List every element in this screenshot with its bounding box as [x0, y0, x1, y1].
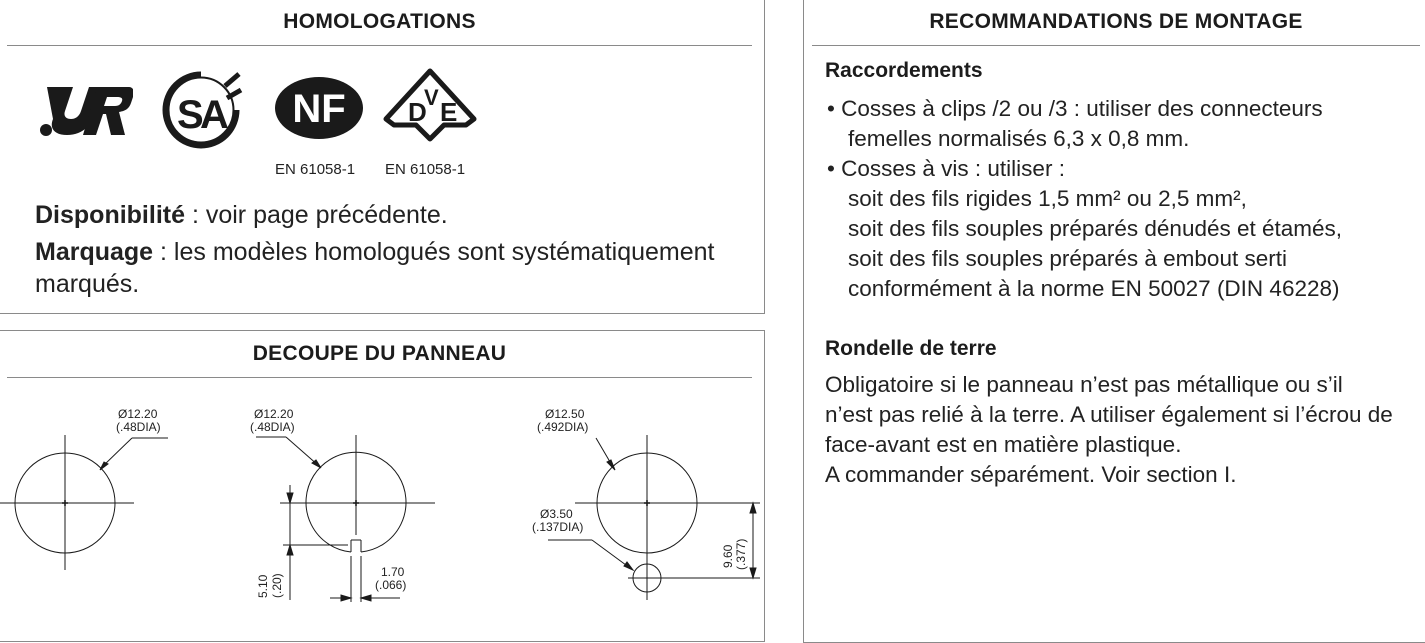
d2-w-label: 1.70 — [381, 565, 405, 579]
svg-text:V: V — [424, 85, 439, 110]
d3-hole-label: Ø3.50 — [540, 507, 573, 521]
disponibilite-line — [35, 199, 448, 231]
d3-h-label: 9.60 — [721, 544, 735, 568]
ur-recognized-logo-icon — [37, 81, 133, 139]
d2-dia-in-label: (.48DIA) — [250, 420, 295, 434]
vde-standard: EN 61058-1 — [385, 161, 466, 178]
rondelle-heading: Rondelle de terre — [825, 337, 997, 360]
nf-logo-icon — [274, 76, 364, 140]
vde-logo-icon — [382, 67, 478, 143]
disponibilite-text: : voir page précédente. — [185, 201, 448, 229]
svg-text:S: S — [177, 93, 204, 137]
marquage-line-2: marqués. — [35, 270, 140, 298]
raccordements-line-7: conformément à la norme EN 50027 (DIN 46228) — [848, 276, 1340, 301]
svg-text:E: E — [440, 97, 458, 127]
raccordements-line-2: femelles normalisés 6,3 x 0,8 mm. — [848, 126, 1190, 151]
disponibilite-label: Disponibilité — [35, 201, 185, 229]
d2-w-in-label: (.066) — [375, 578, 407, 592]
d2-h-label: 5.10 — [256, 574, 270, 598]
nf-standard: EN 61058-1 — [275, 161, 356, 178]
homologations-title: HOMOLOGATIONS — [7, 0, 752, 46]
d3-hole-in-label: (.137DIA) — [532, 520, 584, 534]
raccordements-line-5: soit des fils souples préparés dénudés et étamés, — [848, 216, 1343, 241]
homologations-panel — [0, 0, 765, 314]
raccordements-line-4: soit des fils rigides 1,5 mm² ou 2,5 mm², — [848, 186, 1247, 211]
csa-logo-icon — [161, 68, 243, 152]
marquage-label: Marquage — [35, 238, 154, 266]
d3-dia-in-label: (.492DIA) — [537, 420, 589, 434]
raccordements-line-3: • Cosses à vis : utiliser : — [827, 156, 1065, 181]
d3-h-in-label: (.377) — [734, 538, 748, 570]
svg-text:A: A — [200, 93, 229, 137]
marquage-line — [35, 236, 715, 268]
rondelle-line-3: face-avant est en matière plastique. — [825, 432, 1182, 457]
panel-cutout-drawings — [0, 376, 765, 636]
raccordements-heading: Raccordements — [825, 59, 983, 82]
rondelle-line-2: n’est pas relié à la terre. A utiliser également si l’écrou de — [825, 402, 1393, 427]
cutout-antirotation-drawing — [548, 435, 760, 600]
d1-dia-label: Ø12.20 — [118, 407, 158, 421]
d2-h-in-label: (.20) — [270, 573, 284, 598]
svg-text:NF: NF — [292, 87, 346, 131]
rondelle-line-4: A commander séparément. Voir section I. — [825, 462, 1237, 487]
cutout-round-drawing — [0, 435, 168, 570]
raccordements-line-1: • Cosses à clips /2 ou /3 : utiliser des connecteurs — [827, 96, 1323, 121]
d2-dia-label: Ø12.20 — [254, 407, 294, 421]
montage-title: RECOMMANDATIONS DE MONTAGE — [812, 0, 1420, 46]
decoupe-title: DECOUPE DU PANNEAU — [7, 331, 752, 378]
d3-dia-label: Ø12.50 — [545, 407, 585, 421]
raccordements-line-6: soit des fils souples préparés à embout serti — [848, 246, 1287, 271]
svg-text:D: D — [408, 97, 427, 127]
d1-dia-in-label: (.48DIA) — [116, 420, 161, 434]
rondelle-line-1: Obligatoire si le panneau n’est pas métallique ou s’il — [825, 372, 1343, 397]
marquage-text: : les modèles homologués sont systématiquement — [153, 238, 715, 266]
